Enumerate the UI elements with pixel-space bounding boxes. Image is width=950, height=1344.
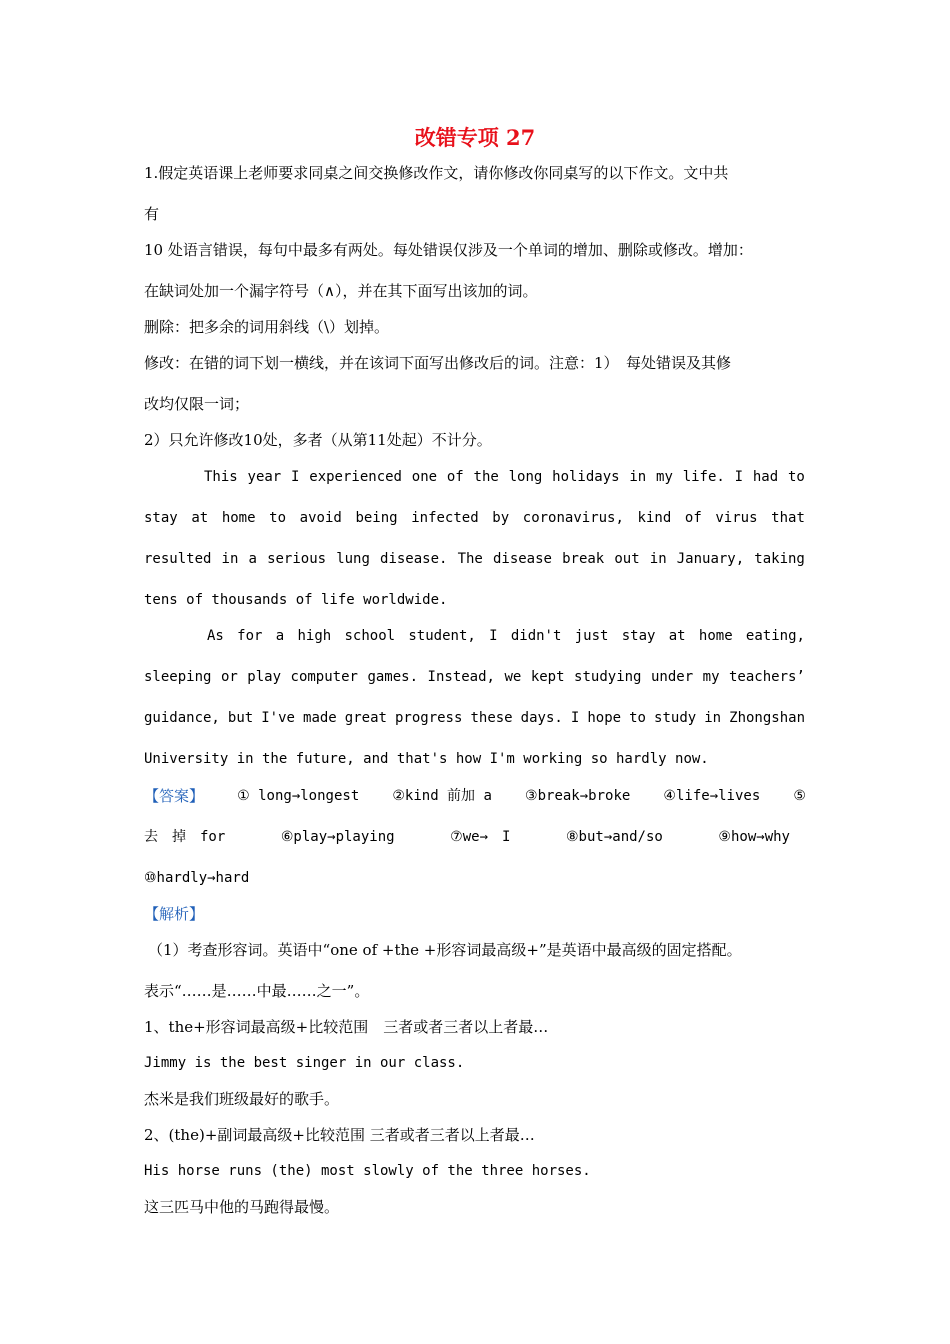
passage-line: tens of thousands of life worldwide. xyxy=(144,592,448,608)
answer-row xyxy=(144,826,790,848)
passage-word: being xyxy=(355,510,398,526)
passage-word: games. xyxy=(367,669,419,685)
passage-word: life. xyxy=(682,469,725,485)
passage-word: I xyxy=(489,628,498,644)
passage-word: didn't xyxy=(510,628,562,644)
passage-word: days. xyxy=(520,710,563,726)
passage-word: a xyxy=(248,551,257,567)
passage-word: in xyxy=(221,551,239,567)
passage-word: I've xyxy=(261,710,295,726)
passage-word: I xyxy=(734,469,744,485)
passage-word: resulted xyxy=(144,551,212,567)
passage-word: by xyxy=(492,510,510,526)
analysis-line: （1）考查形容词。英语中“one of +the +形容词最高级+”是英语中最高级的固定搭配。 xyxy=(148,941,742,959)
passage-word: just xyxy=(574,628,609,644)
passage-word: studying xyxy=(574,669,642,685)
passage-word: out xyxy=(614,551,640,567)
passage-word: to xyxy=(787,469,805,485)
passage-word: to xyxy=(629,710,646,726)
passage-word: guidance, xyxy=(144,710,220,726)
page-title: 改错专项 27 xyxy=(414,125,536,150)
passage-word: The xyxy=(457,551,483,567)
instruction-line: 1.假定英语课上老师要求同桌之间交换修改作文，请你修改你同桌写的以下作文。文中共 xyxy=(144,164,729,182)
passage-line: University in the future, and that's how I'm working so hardly now. xyxy=(144,751,709,767)
passage-word: teachers’ xyxy=(729,669,805,685)
answer-item: ③break→broke xyxy=(525,788,631,804)
passage-word: coronavirus, xyxy=(522,510,624,526)
analysis-line: 1、the+形容词最高级+比较范围 三者或者三者以上者最… xyxy=(144,1018,549,1036)
answer-item: ⑥play→playing xyxy=(280,829,395,845)
passage-word: but xyxy=(227,710,254,726)
passage-word: computer xyxy=(290,669,358,685)
passage-word: virus xyxy=(715,510,758,526)
passage-word: home xyxy=(221,510,256,526)
passage-word: at xyxy=(668,628,686,644)
passage-word: progress xyxy=(394,710,463,726)
passage-word: sleeping xyxy=(144,669,212,685)
passage-word: my xyxy=(702,669,720,685)
passage-word: January, xyxy=(676,551,745,567)
passage-word: we xyxy=(504,669,522,685)
passage-word: made xyxy=(303,710,337,726)
passage-word: these xyxy=(470,710,513,726)
passage-word: the xyxy=(473,469,499,485)
passage-word: high xyxy=(297,628,332,644)
passage-word: I xyxy=(570,710,580,726)
passage-word: kept xyxy=(530,669,565,685)
passage-word: in xyxy=(649,551,667,567)
answer-item: ⑨how→why xyxy=(718,829,790,845)
answer-item: 去 掉 for xyxy=(144,829,226,845)
passage-word: avoid xyxy=(299,510,342,526)
passage-word: disease. xyxy=(380,551,448,567)
instruction-line: 改均仅限一词； xyxy=(144,395,250,413)
passage-word: in xyxy=(629,469,647,485)
instruction-line: 修改：在错的词下划一横线，并在该词下面写出修改后的词。注意：1） 每处错误及其修 xyxy=(144,354,732,372)
answer-item: ① long→longest xyxy=(237,788,360,804)
passage-word: under xyxy=(650,669,694,685)
answer-row xyxy=(144,785,806,807)
passage-word: of xyxy=(684,510,702,526)
answer-label: 【答案】 xyxy=(144,787,205,805)
passage-word: lung xyxy=(336,551,370,567)
passage-word: disease xyxy=(492,551,552,567)
passage-word: I xyxy=(291,469,300,485)
answer-item: ⑩hardly→hard xyxy=(144,870,250,886)
passage-word: had xyxy=(752,469,779,485)
passage-word: hope xyxy=(587,710,622,726)
analysis-line: 2、(the)+副词最高级+比较范围 三者或者三者以上者最… xyxy=(144,1126,535,1144)
passage-word: of xyxy=(446,469,464,485)
passage-word: a xyxy=(275,628,285,644)
instruction-line: 10 处语言错误，每句中最多有两处。每处错误仅涉及一个单词的增加、删除或修改。增加： xyxy=(144,241,753,259)
passage-word: for xyxy=(237,628,263,644)
passage-word: at xyxy=(191,510,209,526)
analysis-line: 杰米是我们班级最好的歌手。 xyxy=(144,1090,340,1108)
passage-line xyxy=(144,707,805,729)
passage-line xyxy=(144,507,805,529)
passage-line xyxy=(207,625,805,647)
passage-word: home xyxy=(698,628,733,644)
passage-word: Instead, xyxy=(427,669,495,685)
passage-word: eating, xyxy=(745,628,805,644)
passage-word: year xyxy=(247,469,282,485)
passage-word: study xyxy=(654,710,697,726)
example-sentence: His horse runs (the) most slowly of the three horses. xyxy=(144,1163,591,1179)
passage-word: experienced xyxy=(309,469,402,485)
answer-item: ⑧but→and/so xyxy=(566,829,663,845)
answer-item: ④life→lives xyxy=(663,788,761,804)
passage-line xyxy=(144,666,805,688)
passage-line xyxy=(144,548,805,570)
passage-word: stay xyxy=(621,628,656,644)
answer-item: ⑤ xyxy=(793,788,806,804)
passage-word: Zhongshan xyxy=(729,710,805,726)
passage-word: student, xyxy=(408,628,476,644)
passage-word: long xyxy=(508,469,543,485)
analysis-line: 这三匹马中他的马跑得最慢。 xyxy=(144,1198,340,1216)
passage-word: serious xyxy=(267,551,327,567)
passage-word: break xyxy=(562,551,605,567)
passage-word: This xyxy=(204,469,238,485)
passage-word: that xyxy=(771,510,805,526)
instruction-line: 在缺词处加一个漏字符号（∧），并在其下面写出该加的词。 xyxy=(144,282,538,300)
instruction-line: 2）只允许修改10处，多者（从第11处起）不计分。 xyxy=(144,431,492,449)
analysis-label: 【解析】 xyxy=(144,905,205,923)
passage-word: play xyxy=(247,669,282,685)
passage-word: one xyxy=(411,469,438,485)
passage-line xyxy=(204,466,805,488)
example-sentence: Jimmy is the best singer in our class. xyxy=(144,1055,465,1071)
passage-word: kind xyxy=(637,510,672,526)
passage-word: stay xyxy=(144,510,178,526)
passage-word: taking xyxy=(754,551,805,567)
instruction-line: 删除：把多余的词用斜线（\）划掉。 xyxy=(144,318,390,336)
passage-word: holidays xyxy=(552,469,620,485)
passage-word: or xyxy=(220,669,238,685)
analysis-line: 表示“……是……中最……之一”。 xyxy=(144,982,370,1000)
instruction-line: 有 xyxy=(144,205,160,223)
passage-word: my xyxy=(656,469,673,485)
passage-word: As xyxy=(207,628,224,644)
passage-word: school xyxy=(344,628,396,644)
passage-word: in xyxy=(704,710,722,726)
passage-word: great xyxy=(344,710,387,726)
answer-item: ②kind 前加 a xyxy=(392,788,492,804)
passage-word: to xyxy=(269,510,287,526)
passage-word: infected xyxy=(411,510,479,526)
answer-item: ⑦we→ I xyxy=(450,829,511,845)
